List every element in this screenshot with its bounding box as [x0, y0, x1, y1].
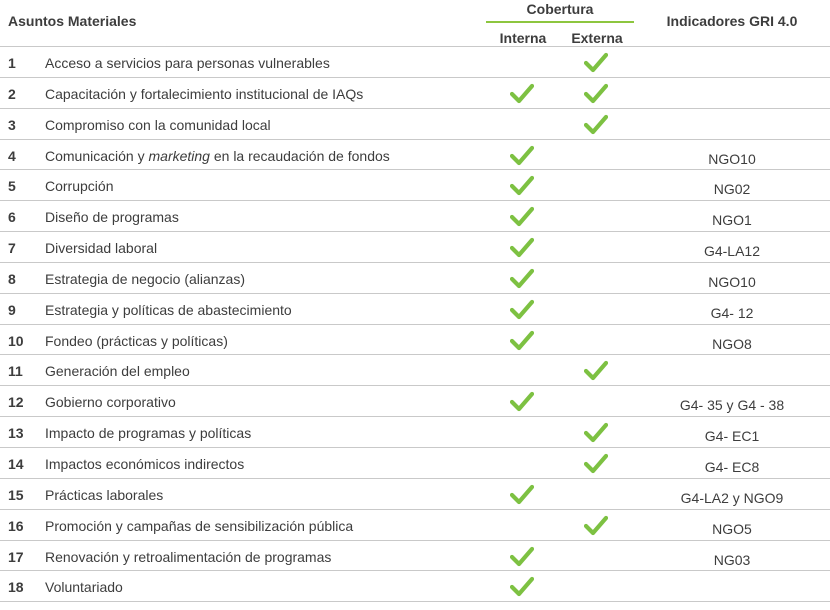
row-number: 15	[8, 486, 24, 503]
check-interna-icon	[510, 390, 534, 412]
check-externa-icon	[584, 452, 608, 474]
table-row	[0, 140, 830, 171]
row-topic-text: Generación del empleo	[45, 363, 190, 380]
row-gri-indicator: G4- 35 y G4 - 38	[679, 397, 785, 414]
row-topic	[45, 333, 228, 349]
row-topic-text: Gobierno corporativo	[45, 394, 176, 411]
row-gri-indicator: NGO1	[712, 212, 752, 229]
row-topic-text: Voluntariado	[45, 579, 123, 596]
table-row	[0, 232, 830, 263]
row-number: 2	[8, 85, 16, 102]
row-number: 1	[8, 55, 16, 71]
row-topic	[45, 549, 331, 565]
check-interna-icon	[510, 483, 534, 505]
row-topic	[45, 456, 244, 472]
header-asuntos: Asuntos Materiales	[8, 13, 137, 29]
row-gri-indicator: G4- EC1	[704, 428, 760, 445]
row-number: 12	[8, 394, 24, 411]
check-externa-icon	[584, 82, 608, 104]
header-gri: Indicadores GRI 4.0	[666, 13, 798, 29]
row-gri-indicator: NG02	[713, 181, 751, 198]
row-topic	[45, 425, 251, 441]
table-row	[0, 263, 830, 294]
check-externa-icon	[584, 514, 608, 536]
row-topic-text-end: en la recaudación de fondos	[209, 147, 390, 164]
row-gri-indicator: NGO5	[712, 520, 752, 537]
check-interna-icon	[510, 174, 534, 196]
check-interna-icon	[510, 575, 534, 597]
check-interna-icon	[510, 144, 534, 166]
row-topic-text: Comunicación y	[45, 147, 149, 164]
table-row	[0, 170, 830, 201]
row-gri-indicator: G4- EC8	[704, 458, 760, 475]
table-row	[0, 571, 830, 602]
row-number: 5	[8, 178, 16, 195]
row-topic	[45, 363, 190, 379]
table-row	[0, 479, 830, 510]
check-interna-icon	[510, 545, 534, 567]
check-interna-icon	[510, 205, 534, 227]
table-row	[0, 201, 830, 232]
row-topic-text: Impactos económicos indirectos	[45, 455, 245, 472]
row-number: 18	[8, 579, 24, 596]
row-topic	[45, 271, 245, 287]
table-row	[0, 541, 830, 572]
row-topic-text: Capacitación y fortalecimiento institucional de IAQs	[45, 85, 364, 102]
row-topic-text: Diversidad laboral	[45, 240, 158, 257]
row-number: 10	[8, 332, 24, 349]
row-topic-text: Corrupción	[45, 178, 114, 195]
row-topic	[45, 148, 390, 164]
row-gri-indicator: NGO10	[708, 273, 756, 290]
table-row	[0, 47, 830, 78]
table-row	[0, 109, 830, 140]
check-externa-icon	[584, 359, 608, 381]
row-number: 9	[8, 301, 16, 318]
row-topic	[45, 86, 363, 102]
row-number: 16	[8, 517, 24, 534]
check-interna-icon	[510, 236, 534, 258]
row-topic	[45, 518, 353, 534]
row-gri-indicator: G4-LA2 y NGO9	[680, 489, 784, 506]
row-topic-text: Renovación y retroalimentación de programas	[45, 548, 332, 565]
check-interna-icon	[510, 298, 534, 320]
table-row	[0, 294, 830, 325]
row-number: 4	[8, 147, 16, 164]
table-row	[0, 386, 830, 417]
check-interna-icon	[510, 267, 534, 289]
row-topic	[45, 487, 163, 503]
header-interna: Interna	[499, 30, 547, 46]
row-number: 17	[8, 548, 24, 565]
row-topic-text: Acceso a servicios para personas vulnerables	[45, 55, 330, 71]
row-topic-text: Diseño de programas	[45, 209, 179, 226]
check-externa-icon	[584, 421, 608, 443]
row-topic-emphasis: marketing	[148, 147, 210, 164]
row-gri-indicator: NGO8	[712, 335, 752, 352]
row-number: 8	[8, 270, 16, 287]
row-number: 11	[8, 363, 23, 380]
row-topic-text: Fondeo (prácticas y políticas)	[45, 332, 228, 349]
row-topic	[45, 579, 123, 595]
cobertura-underline	[486, 21, 634, 23]
check-interna-icon	[510, 329, 534, 351]
row-topic-text: Estrategia de negocio (alianzas)	[45, 270, 246, 287]
table-body	[0, 47, 830, 602]
row-topic-text: Promoción y campañas de sensibilización pública	[45, 517, 354, 534]
row-number: 7	[8, 240, 16, 257]
row-number: 13	[8, 425, 24, 442]
row-topic	[45, 55, 330, 71]
table-row	[0, 417, 830, 448]
table-row	[0, 355, 830, 386]
row-number: 14	[8, 455, 24, 472]
table-row	[0, 448, 830, 479]
row-topic	[45, 394, 176, 410]
row-gri-indicator: G4-LA12	[703, 243, 761, 260]
row-topic-text: Compromiso con la comunidad local	[45, 116, 271, 133]
row-number: 3	[8, 116, 16, 133]
row-topic	[45, 240, 157, 256]
check-externa-icon	[584, 51, 608, 73]
check-externa-icon	[584, 113, 608, 135]
header-externa: Externa	[571, 30, 623, 46]
row-gri-indicator: G4- 12	[710, 304, 754, 321]
table-header	[0, 0, 830, 47]
table-row	[0, 510, 830, 541]
row-topic	[45, 117, 271, 133]
row-gri-indicator: NG03	[713, 551, 751, 568]
row-topic	[45, 209, 179, 225]
table-row	[0, 78, 830, 109]
check-interna-icon	[510, 82, 534, 104]
row-topic	[45, 302, 292, 318]
row-number: 6	[8, 209, 16, 226]
row-topic-text: Estrategia y políticas de abastecimiento	[45, 301, 292, 318]
row-topic	[45, 178, 113, 194]
table-row	[0, 325, 830, 356]
row-topic-text: Impacto de programas y políticas	[45, 425, 252, 442]
row-gri-indicator: NGO10	[708, 150, 756, 167]
row-topic-text: Prácticas laborales	[45, 486, 164, 503]
header-cobertura: Cobertura	[526, 1, 594, 17]
